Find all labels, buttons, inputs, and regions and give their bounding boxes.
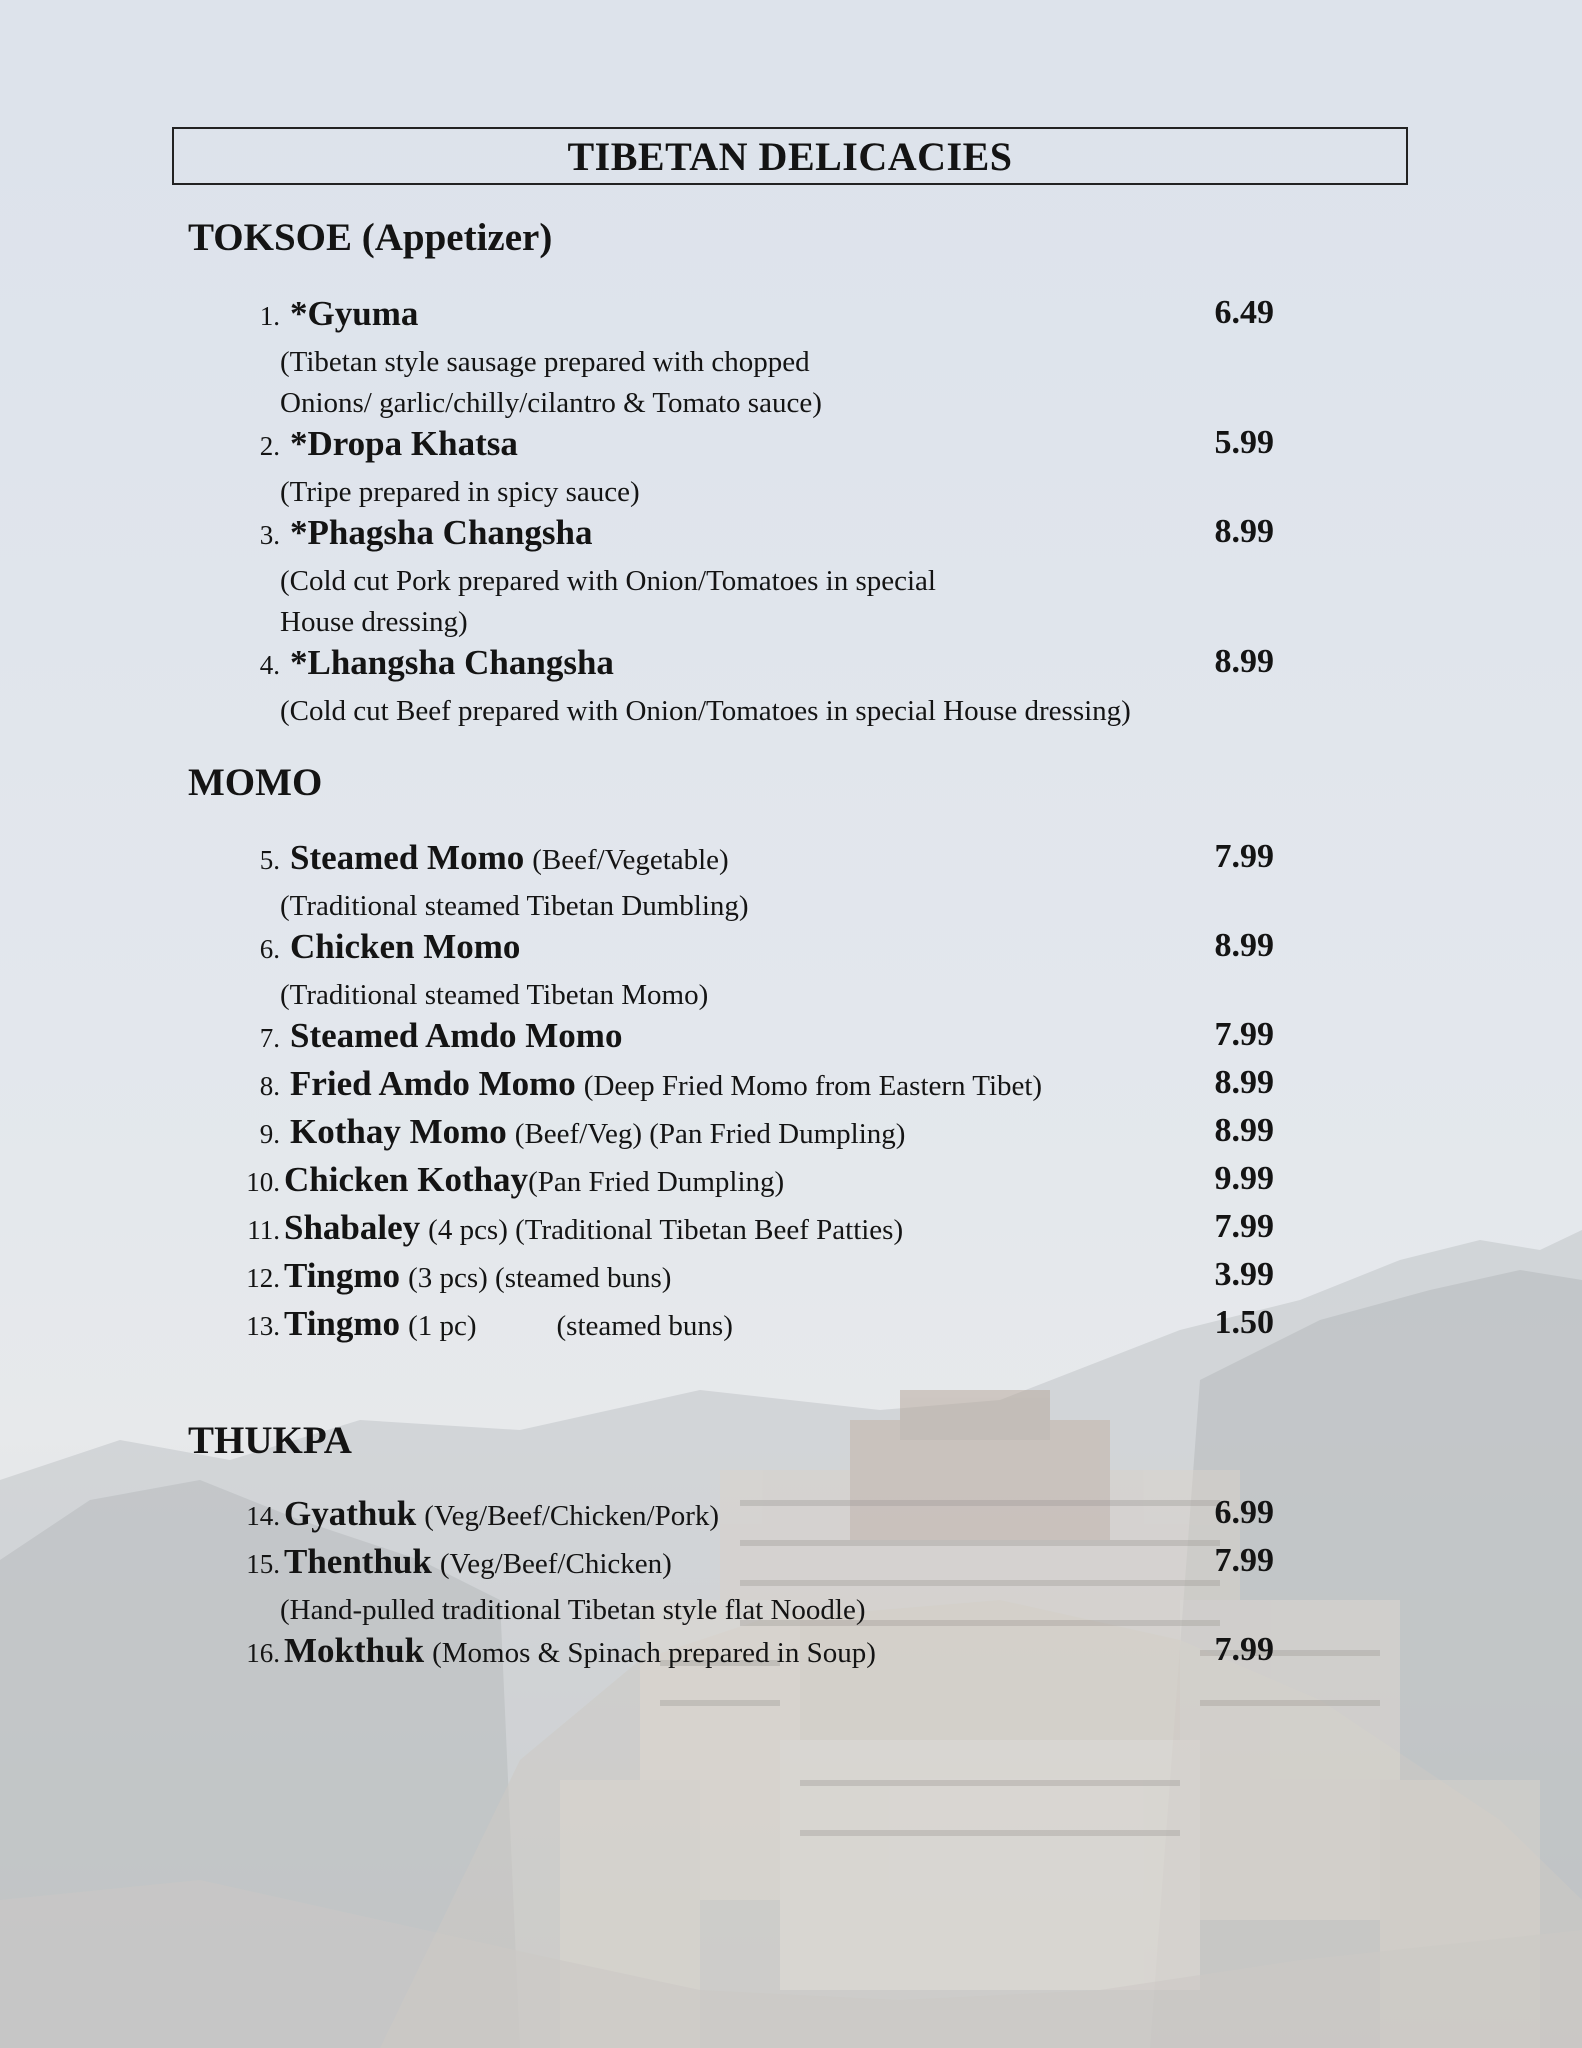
item-description: (Traditional steamed Tibetan Dumbling) (280, 890, 749, 922)
item-price: 6.99 (1214, 1494, 1274, 1531)
menu-item (234, 1631, 1274, 1679)
menu-item (234, 927, 1274, 1016)
item-name: Steamed Amdo Momo (290, 1016, 623, 1055)
section-title-momo: MOMO (188, 761, 323, 804)
item-name: *Gyuma (290, 294, 419, 333)
item-name: Gyathuk (284, 1494, 417, 1533)
item-price: 3.99 (1214, 1256, 1274, 1293)
item-note: (1 pc) (408, 1310, 477, 1342)
item-number: 2. (259, 431, 280, 461)
item-number: 13. (246, 1311, 280, 1341)
item-price: 8.99 (1214, 643, 1274, 680)
menu-item (234, 1112, 1274, 1160)
item-note: (Beef/Vegetable) (532, 844, 729, 876)
item-price: 7.99 (1214, 838, 1274, 875)
item-price: 7.99 (1214, 1542, 1274, 1579)
item-name: Chicken Momo (290, 927, 521, 966)
item-note: (Deep Fried Momo from Eastern Tibet) (583, 1070, 1043, 1102)
item-number: 14. (246, 1501, 280, 1531)
page-title: TIBETAN DELICACIES (172, 127, 1408, 185)
item-name: *Dropa Khatsa (290, 424, 518, 463)
item-price: 9.99 (1214, 1160, 1274, 1197)
item-description: (Cold cut Beef prepared with Onion/Tomatoes in special House dressing) (280, 695, 1131, 727)
item-number: 12. (246, 1263, 280, 1293)
item-price: 6.49 (1214, 294, 1274, 331)
item-number: 9. (259, 1119, 280, 1149)
item-price: 8.99 (1214, 927, 1274, 964)
item-description: (Hand-pulled traditional Tibetan style flat Noodle) (280, 1594, 866, 1626)
item-note-secondary: (steamed buns) (556, 1310, 733, 1342)
item-name: Fried Amdo Momo (290, 1064, 576, 1103)
menu-item (234, 424, 1274, 513)
item-price: 1.50 (1214, 1304, 1274, 1341)
item-number: 8. (259, 1071, 280, 1101)
menu-item (234, 838, 1274, 927)
item-description: (Tibetan style sausage prepared with chopped (280, 346, 810, 378)
item-name: Mokthuk (284, 1631, 425, 1670)
item-number: 1. (259, 301, 280, 331)
item-price: 7.99 (1214, 1631, 1274, 1668)
menu-item (234, 1160, 1274, 1208)
menu-item (234, 1208, 1274, 1256)
item-number: 7. (259, 1023, 280, 1053)
menu-item (234, 643, 1274, 732)
item-number: 3. (259, 520, 280, 550)
item-name: Kothay Momo (290, 1112, 507, 1151)
item-note: (Veg/Beef/Chicken) (439, 1548, 672, 1580)
item-price: 7.99 (1214, 1208, 1274, 1245)
item-description: (Traditional steamed Tibetan Momo) (280, 979, 709, 1011)
item-note: (Pan Fried Dumpling) (528, 1166, 785, 1198)
item-number: 6. (259, 934, 280, 964)
item-price: 7.99 (1214, 1016, 1274, 1053)
item-name: *Lhangsha Changsha (290, 643, 614, 682)
item-number: 10. (246, 1167, 280, 1197)
item-number: 4. (259, 650, 280, 680)
menu-item (234, 1542, 1274, 1631)
menu-item (234, 1494, 1274, 1542)
item-description: (Cold cut Pork prepared with Onion/Tomatoes in special (280, 565, 936, 597)
item-price: 5.99 (1214, 424, 1274, 461)
item-note: (3 pcs) (steamed buns) (408, 1262, 672, 1294)
menu-item (234, 513, 1274, 643)
item-note: (Momos & Spinach prepared in Soup) (432, 1637, 876, 1669)
item-name: Thenthuk (284, 1542, 432, 1581)
item-number: 5. (259, 845, 280, 875)
item-name: *Phagsha Changsha (290, 513, 593, 552)
item-number: 16. (246, 1638, 280, 1668)
item-note: (Beef/Veg) (Pan Fried Dumpling) (514, 1118, 906, 1150)
item-note: (Veg/Beef/Chicken/Pork) (424, 1500, 720, 1532)
section-title-thukpa: THUKPA (188, 1419, 352, 1462)
item-name: Chicken Kothay (284, 1160, 529, 1199)
item-price: 8.99 (1214, 513, 1274, 550)
item-note: (4 pcs) (Traditional Tibetan Beef Patties) (428, 1214, 904, 1246)
item-price: 8.99 (1214, 1064, 1274, 1101)
menu-item (234, 1016, 1274, 1064)
menu-item (234, 1304, 1274, 1352)
menu-item (234, 1256, 1274, 1304)
item-description: House dressing) (280, 606, 468, 638)
section-title-toksoe: TOKSOE (Appetizer) (188, 216, 553, 259)
item-price: 8.99 (1214, 1112, 1274, 1149)
menu-item (234, 294, 1274, 424)
item-name: Tingmo (284, 1304, 401, 1343)
item-number: 15. (246, 1549, 280, 1579)
item-number: 11. (247, 1215, 280, 1245)
item-description: (Tripe prepared in spicy sauce) (280, 476, 640, 508)
item-name: Shabaley (284, 1208, 421, 1247)
item-name: Steamed Momo (290, 838, 525, 877)
item-description: Onions/ garlic/chilly/cilantro & Tomato sauce) (280, 387, 822, 419)
menu-item (234, 1064, 1274, 1112)
item-name: Tingmo (284, 1256, 401, 1295)
